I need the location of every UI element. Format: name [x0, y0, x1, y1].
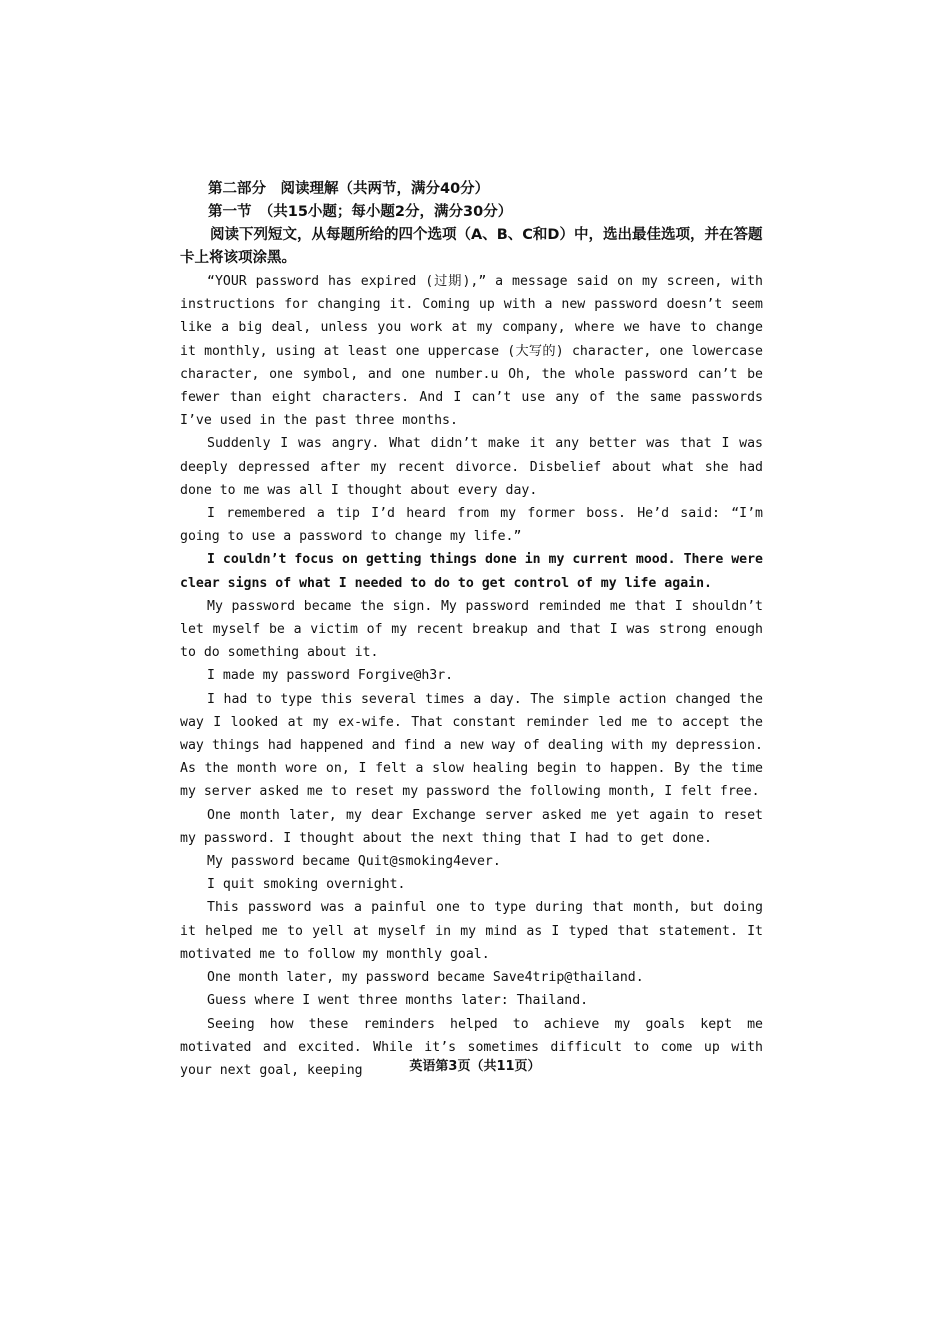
paragraph-2: Suddenly I was angry. What didn’t make it any better was that I was deeply depressed after my recent divorce. Disbelief about what she had done to me was all I thought about every day. [180, 436, 763, 498]
paragraph-10: I quit smoking overnight. [207, 877, 406, 893]
paragraph-4: I couldn’t focus on getting things done in my current mood. There were clear signs of what I needed to do to get control of my life again. [180, 552, 763, 591]
section-title: 第一节 （共15小题；每小题2分，满分30分） [208, 204, 513, 220]
paragraph-3: I remembered a tip I’d heard from my former boss. He’d said: “I’m going to use a password to change my life.” [180, 506, 763, 545]
paragraph-8: One month later, my dear Exchange server asked me yet again to reset my password. I thought about the next thing that I had to get done. [180, 807, 763, 846]
paragraph-1: “YOUR password has expired (过期),” a message said on my screen, with instructions for changing it. Coming up with a new password doesn’t seem like a big deal, unless you work at my company, where we have to change it monthly, using at least one uppercase (大写的) character, one lowercase character, one symbol, and one number.u Oh, the whole password can’t be fewer than eight characters. And I can’t use any of the same passwords I’ve used in the past three months. [180, 274, 763, 429]
paragraph-13: Guess where I went three months later: Thailand. [207, 993, 589, 1009]
paragraph-12: One month later, my password became Save4trip@thailand. [207, 970, 644, 986]
page-footer: 英语第3页（共11页） [409, 1059, 541, 1074]
paragraph-11: This password was a painful one to type during that month, but doing it helped me to yell at myself in my mind as I typed that statement. It motivated me to follow my monthly goal. [180, 900, 763, 962]
paragraph-5: My password became the sign. My password reminded me that I shouldn’t let myself be a victim of my recent breakup and that I was strong enough to do something about it. [180, 598, 763, 661]
paragraph-7: I had to type this several times a day. The simple action changed the way I looked at my ex-wife. That constant reminder led me to accept the way things had happened and find a new way of dealing with my depression. As the month wore on, I felt a slow healing begin to happen. By the time my server asked me to reset my password the following month, I felt free. [180, 691, 763, 800]
document-page [180, 178, 763, 1082]
instruction-text: 阅读下列短文，从每题所给的四个选项（A、B、C和D）中，选出最佳选项，并在答题卡上将该项涂黑。 [180, 227, 763, 266]
paragraph-6: I made my password Forgive@h3r. [207, 668, 454, 684]
paragraph-14: Seeing how these reminders helped to achieve my goals kept me motivated and excited. While it’s sometimes difficult to come up with your next goal, keeping [180, 1016, 763, 1078]
part-title: 第二部分 阅读理解（共两节，满分40分） [208, 181, 490, 197]
paragraph-9: My password became Quit@smoking4ever. [207, 854, 501, 870]
